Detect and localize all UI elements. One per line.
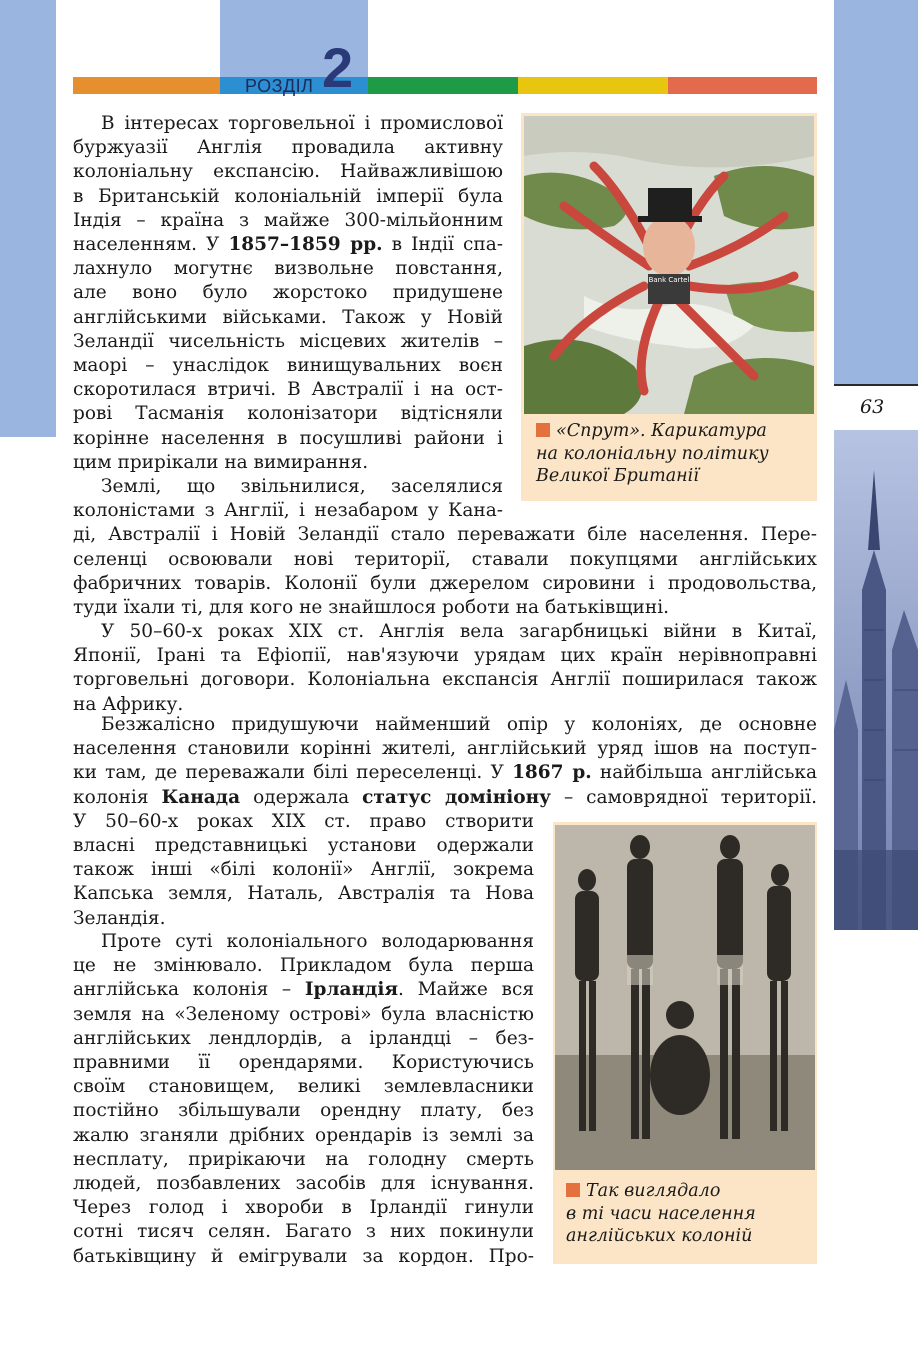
- page-number: 63: [860, 396, 885, 418]
- text-line: колоністами з Англії, і незабаром у Кана-: [73, 500, 503, 522]
- figure1-caption-line3: Великої Британії: [536, 466, 699, 486]
- text-line: Індія – країна з майже 300-мільйонним: [73, 209, 503, 231]
- text-line: несплату, прирікаючи на голодну смерть: [73, 1148, 534, 1170]
- stripe-red: [668, 77, 817, 94]
- paragraph-3: [73, 620, 817, 717]
- text-line: це не змінювало. Прикладом була перша: [73, 955, 534, 977]
- text-line: людей, позбавлених засобів для існування.: [73, 1173, 534, 1195]
- side-decorative-image: [834, 430, 918, 930]
- text-line: сотні тисяч селян. Багато з них покинули: [73, 1221, 534, 1243]
- text-line: правними її орендарями. Користуючись: [73, 1052, 534, 1074]
- text-line: населенням. У 1857–1859 рр. в Індії спа-: [73, 234, 503, 256]
- text-line: рові Тасманія колонізатори відтісняли: [73, 403, 503, 425]
- text-line: Проте суті колоніального володарювання: [101, 931, 534, 952]
- right-margin-tab: [834, 0, 918, 385]
- text-line: населення становили корінні жителі, англійський уряд ішов на поступ-: [73, 738, 817, 760]
- figure2-caption-line2: в ті часи населення: [566, 1203, 756, 1224]
- text-line: також інші «білі колонії» Англії, зокрема: [73, 859, 534, 881]
- text-line: буржуазії Англія провадила активну: [73, 137, 503, 159]
- octopus-caricature-image: [524, 116, 814, 414]
- text-line: колоніальну експансію. Найважливішою: [73, 161, 503, 183]
- text-line: на Африку.: [73, 693, 184, 715]
- paragraph-4: [73, 713, 817, 931]
- text-line: Капська земля, Наталь, Австралія та Нова: [73, 883, 534, 905]
- text-line: цим прирікали на вимирання.: [73, 451, 369, 473]
- text-line: постійно збільшували орендну плату, без: [73, 1100, 534, 1122]
- paragraph-2: [73, 475, 817, 620]
- text-line: англійська колонія – Ірландія. Майже вся: [73, 979, 534, 1001]
- figure1-caption-line2: на колоніальну політику: [536, 443, 769, 464]
- text-line: жалю зганяли дрібних орендарів із землі за: [73, 1124, 534, 1146]
- paragraph-5: [73, 930, 534, 1269]
- text-line: ді, Австралії і Новій Зеландії стало переважати біле населення. Пере-: [73, 524, 817, 546]
- text-line: англійськими військами. Також у Новій: [73, 306, 503, 328]
- text-line: Японії, Ірані та Ефіопії, нав'язуючи урядам цих країн нерівноправні: [73, 645, 817, 667]
- text-line: В інтересах торговельної і промислової: [101, 113, 503, 134]
- text-line: торговельні договори. Колоніальна експансія Англії поширилася також: [73, 669, 817, 691]
- text-line: селенці освоювали нові території, ставали покупцями англійських: [73, 548, 817, 570]
- text-line: але воно було жорстоко придушене: [73, 282, 503, 304]
- text-line: англійських лендлордів, а ірландці – без-: [73, 1027, 534, 1049]
- text-line: колонія Канада одержала статус домініону – самоврядної території.: [73, 786, 817, 808]
- text-line: Зеландія.: [73, 907, 166, 929]
- text-line: корінне населення в посушливі райони і: [73, 427, 503, 449]
- caption-marker-icon: [536, 423, 550, 437]
- text-line: У 50–60-х роках XIX ст. Англія вела загарбницькі війни в Китаї,: [101, 621, 817, 642]
- text-line: ки там, де переважали білі переселенці. У 1867 р. найбільша англійська: [73, 762, 817, 784]
- text-line: власні представницькі установи одержали: [73, 835, 534, 857]
- text-line: в Британській колоніальній імперії була: [73, 185, 503, 207]
- stripe-green: [368, 77, 518, 94]
- text-line: фабричних товарів. Колонії були джерелом сировини і продовольства,: [73, 572, 817, 594]
- header-color-stripe: [73, 77, 817, 94]
- bank-cartel-label: Bank Cartel: [648, 276, 690, 284]
- section-number: 2: [322, 36, 354, 99]
- text-line: лахнуло могутнє визвольне повстання,: [73, 258, 503, 280]
- text-line: Безжалісно придушуючи найменший опір у колоніях, де основне: [101, 714, 817, 735]
- stripe-orange: [73, 77, 220, 94]
- text-line: скоротилася втричі. В Австралії і на ост-: [73, 379, 503, 401]
- figure2-caption-line3: англійських колоній: [566, 1226, 753, 1246]
- text-line: Землі, що звільнилися, заселялися: [101, 476, 503, 497]
- stripe-yellow: [518, 77, 668, 94]
- text-line: батьківщину й емігрували за кордон. Про-: [73, 1245, 534, 1267]
- text-line: земля на «Зеленому острові» була власністю: [73, 1003, 534, 1025]
- text-line: маорі – унаслідок винищувальних воєн: [73, 355, 503, 377]
- text-line: Зеландії чисельність місцевих жителів –: [73, 330, 503, 352]
- paragraph-1: [73, 112, 503, 475]
- figure1-caption-line1: «Спрут». Карикатура: [556, 421, 767, 441]
- text-line: Через голод і хвороби в Ірландії гинули: [73, 1197, 534, 1219]
- text-line: своїм становищем, великі землевласники: [73, 1076, 534, 1098]
- text-line: У 50–60-х роках XIX ст. право створити: [73, 810, 534, 832]
- text-line: туди їхали ті, для кого не знайшлося роботи на батьківщині.: [73, 597, 669, 619]
- figure2-caption: [566, 1180, 756, 1248]
- figure2-caption-line1: Так виглядало: [586, 1181, 721, 1201]
- section-label: РОЗДІЛ: [245, 76, 314, 96]
- caption-marker-icon: [566, 1183, 580, 1197]
- left-margin-tab: [0, 0, 56, 437]
